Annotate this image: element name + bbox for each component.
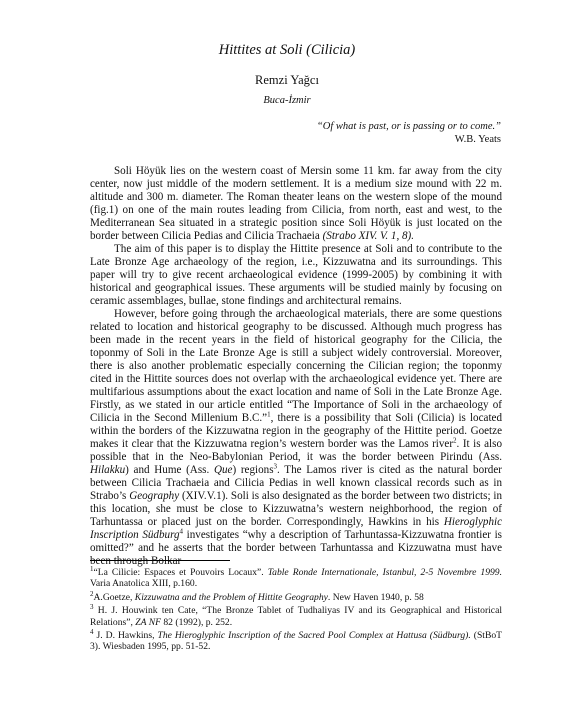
footnote [90, 627, 503, 653]
text-run: Soli Höyük lies on the western coast of Mersin some 11 km. far away from the city center, now just middle of the modern settlement. It is a medium size mound with 22 m. altitude and 300 m. diameter. The Roman theater leans on the western slope of the mound (fig.1) on one of the main routes leading from Cilicia, from north, east and west, to the Mediterranean Sea situated in a strategic position since Soli Höyük is just located on the border between Cilicia Pedias and Cilicia Trachaeia [90, 165, 502, 242]
footnote-marker: 1 [90, 564, 94, 573]
footnote-marker: 2 [453, 436, 457, 445]
italic-text: Geography [129, 490, 180, 502]
body-paragraph [90, 165, 502, 243]
footnote-marker: 1 [267, 410, 271, 419]
body-text [90, 165, 502, 568]
epigraph [317, 120, 501, 146]
text-run: ) and Hume (Ass. [125, 464, 214, 476]
footnote-marker: 3 [273, 462, 278, 471]
text-run: H. J. Houwink ten Cate, “The Bronze Tablet of Tudhaliyas IV and its Geographical and Historical Relations”, [90, 605, 502, 628]
footnote-marker: 4 [179, 527, 184, 536]
text-run: J. D. Hawkins, [93, 630, 158, 642]
text-run: , there is a possibility that Soli (Cilicia) is located within the borders of the Kizzuwatna region in the geography of the Hittite period. Goetze makes it clear that the Kizzuwatna region’s western border was the Lamos river [90, 412, 502, 450]
footnote-marker: 2 [90, 589, 94, 598]
text-run: 82 (1992), p. 252. [160, 616, 233, 628]
text-run: (XIV.V.1). Soli is also designated as the border between two districts; in this location, she must be close to Kizzuwatna’s western neighborhood, the region of Tarhuntassa or placed just on the border. Correspondingly, Hawkins in his [90, 490, 503, 528]
body-paragraph [90, 243, 502, 308]
author-name: Remzi Yağcı [255, 73, 319, 87]
footnote-marker: 3 [90, 603, 94, 612]
footnote [90, 605, 502, 628]
italic-text: (Strabo XIV. V. 1, 8). [322, 230, 415, 242]
text-run: However, before going through the archaeological materials, there are some questions related to location and historical geography to be discussed. Although much progress has been made in the recent years in the field of historical geography for the Cilicia, the toponmy of Soli in the Late Bronze Age is still a subject widely controversial. Moreover, there is also another problematic especially concerning the Cilician region; the toponmy cited in the Hittite sources does not overlap with the archaeological evidence yet. There are multifarious assumptions about the exact location and name of Soli in the Late Bronze Age. Firstly, as we stated in our article entitled “The Importance of Soli in the archaeology of Cilicia in the Second Millenium B.C.” [90, 308, 502, 424]
footnote-divider [90, 560, 230, 561]
body-paragraph [90, 308, 502, 568]
epigraph-attribution: W.B. Yeats [454, 134, 501, 145]
footnotes [90, 564, 503, 655]
text-run: The aim of this paper is to display the Hittite presence at Soli and to contribute to the Late Bronze Age archaeology of the region, i.e., Kizzuwatna and its surroundings. This paper will try to give recent archaeological evidence (1999-2005) by combining it with historical and geographical issues. These arguments will be studied mainly by focusing on ceramic assemblages, bullae, stone findings and architectural remains. [90, 243, 502, 307]
italic-text: The Hieroglyphic Inscription of the Sacred Pool Complex at Hattusa (Südburg). [157, 630, 471, 642]
italic-text: Hieroglyphic Inscription Südburg [90, 516, 502, 541]
author-affiliation: Buca-İzmir [263, 95, 311, 106]
italic-text: Que [213, 464, 233, 476]
text-run: . It is also possible that in the Neo-Babylonian Period, it was the border between Pirindu (Ass. [90, 438, 502, 463]
text-run: investigates “why a description of Tarhuntassa-Kizzuwatna frontier is omitted?” and he asserts that the border between Tarhuntassa and Kizzuwatna must have been through Bolkar [90, 529, 503, 567]
text-run: . New Haven 1940, p. 58 [327, 591, 424, 603]
footnote [90, 564, 503, 590]
italic-text: Kizzuwatna and the Problem of Hittite Geography [134, 591, 328, 603]
footnote-marker: 4 [90, 627, 94, 636]
text-run: A.Goetze, [93, 591, 135, 603]
footnote [90, 589, 502, 603]
text-run: . The Lamos river is cited as the natural border between Cilicia Trachaeia and Cilicia Pedias in well known classical records such as in Strabo’s [90, 464, 502, 502]
text-run: Varia Anatolica XIII, p.160. [90, 578, 198, 590]
paper-title: Hittites at Soli (Cilicia) [218, 42, 356, 58]
italic-text: Table Ronde Internationale, Istanbul, 2-5 Novembre 1999. [267, 567, 503, 578]
italic-text: Hilakku [90, 464, 126, 476]
epigraph-quote: “Of what is past, or is passing or to come.” [316, 121, 501, 132]
italic-text: ZA NF [135, 616, 161, 628]
text-run: ) regions [232, 464, 274, 476]
text-run: “La Cilicie: Espaces et Pouvoirs Locaux”. [93, 567, 268, 578]
text-run: (StBoT 3). Wiesbaden 1995, pp. 51-52. [90, 630, 503, 653]
